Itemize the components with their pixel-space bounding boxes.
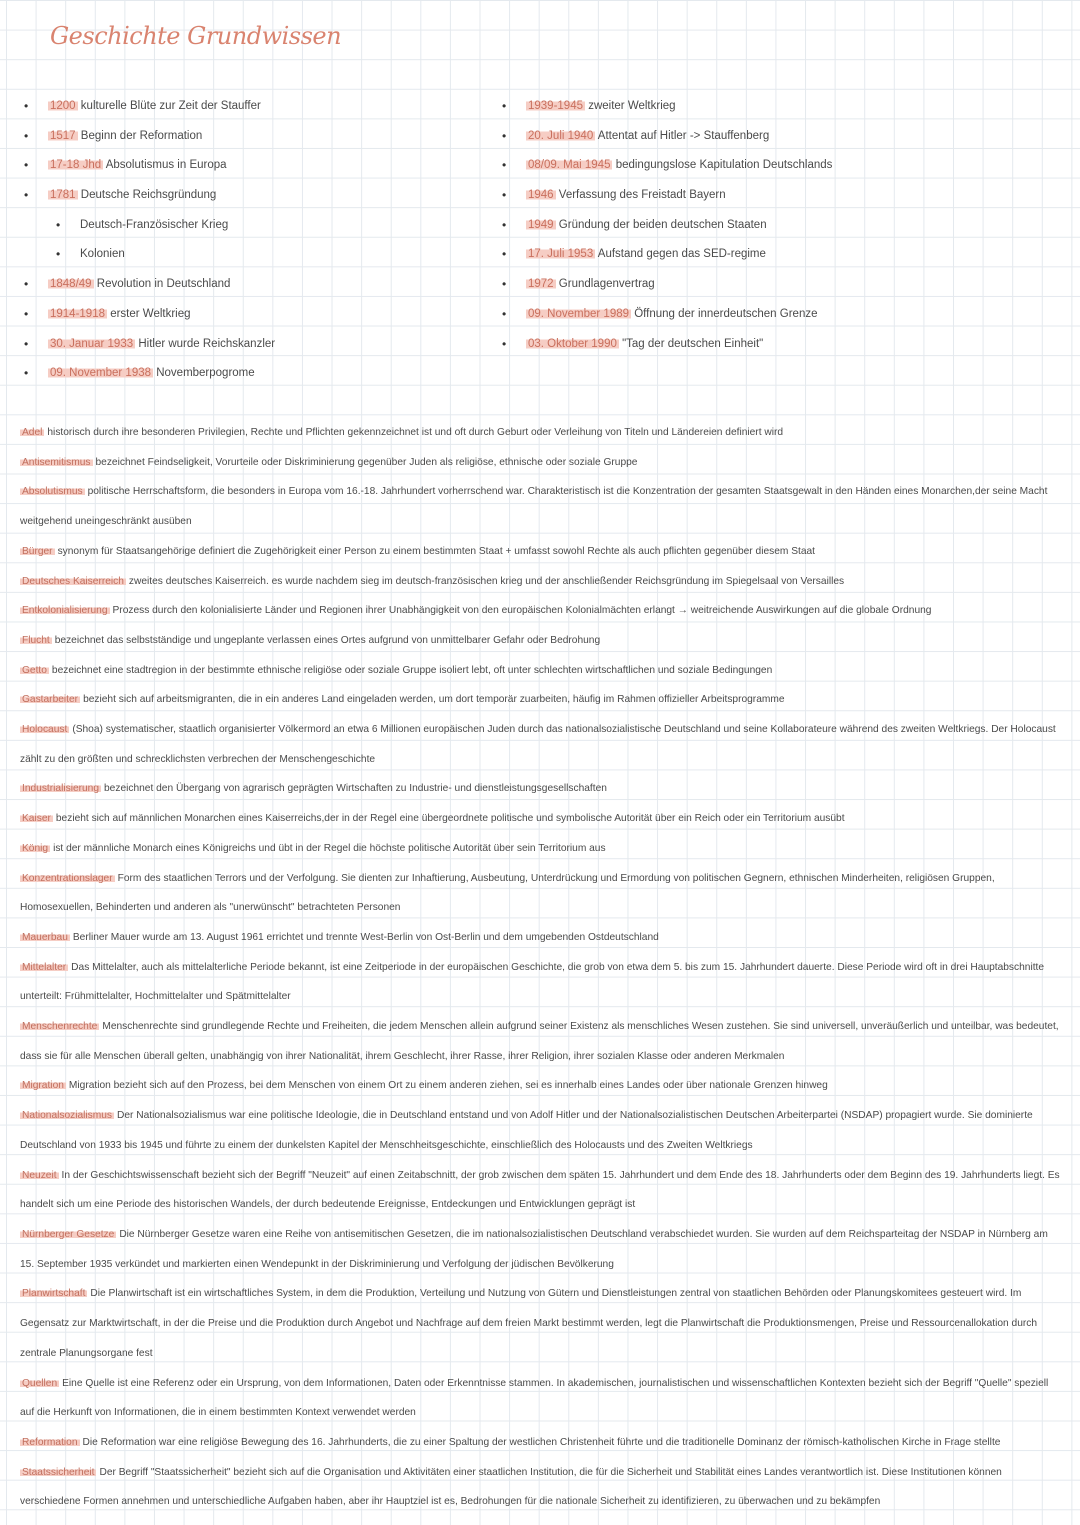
glossary-definition: bezeichnet eine stadtregion in der bestimmte ethnische religiöse oder soziale Gruppe isoliert lebt, oft unter schlechten wirtschaftlichen und soziale Bedingungen: [51, 664, 773, 676]
timeline-date: 1517: [50, 129, 76, 142]
timeline-item: [500, 94, 1060, 124]
glossary-definition: ist der männliche Monarch eines Königreichs und übt in der Regel die höchste politische Autorität über sein Territorium aus: [53, 842, 606, 854]
timeline-item: [22, 124, 462, 154]
timeline-date: 17-18 Jhd: [50, 159, 102, 172]
timeline-text: Gründung der beiden deutschen Staaten: [558, 218, 767, 231]
glossary-entry: [20, 656, 1060, 686]
timeline-text: Verfassung des Freistadt Bayern: [558, 189, 726, 202]
timeline-item: [22, 153, 462, 183]
glossary-definition: Eine Quelle ist eine Referenz oder ein Ursprung, von dem Informationen, Daten oder Erkenntnisse stammen. In akademischen, journalistischen und wissenschaftlichen Kontexten bezieht sich der Begriff "Quelle" speziell auf die Herkunft von Informationen, die in einem bestimmten Kontext verwendet werden: [20, 1377, 1049, 1419]
timeline-right: [500, 94, 1060, 361]
glossary-entry: [20, 685, 1060, 715]
glossary-entry: [20, 834, 1060, 864]
timeline-item: [500, 332, 1060, 362]
glossary-term: Migration: [22, 1080, 64, 1092]
timeline-subitem: [22, 242, 462, 272]
glossary-definition: Die Nürnberger Gesetze waren eine Reihe von antisemitischen Gesetzen, die im nationalsozialistischen Deutschland verabschiedet wurden. Sie wurden auf dem Reichsparteitag der NSDAP in Nürnberg am 15. September 1935 verkündet und markierten einen Wendepunkt in der Diskriminierung und Verfolgung der jüdischen Bevölkerung: [20, 1228, 1048, 1270]
glossary: [20, 418, 1060, 1517]
glossary-definition: bezieht sich auf arbeitsmigranten, die in ein anderes Land eingeladen werden, um dort temporär zuarbeiten, häufig im Rahmen offizieller Arbeitsprogramme: [83, 694, 785, 706]
timeline-item: [500, 242, 1060, 272]
timeline-date: 1939-1945: [528, 100, 583, 112]
timeline-date: 09. November 1989: [528, 307, 630, 320]
glossary-term: Reformation: [22, 1436, 78, 1448]
glossary-definition: bezeichnet den Übergang von agrarisch geprägten Wirtschaften zu Industrie- und dienstleistungsgesellschaften: [104, 783, 607, 795]
glossary-definition: Form des staatlichen Terrors und der Verfolgung. Sie dienten zur Inhaftierung, Ausbeutung, Unterdrückung und Ermordung von politischen Gegnern, ethnischen Minderheiten, religiösen Gruppen, Homosexuellen, Behinderten und anderen als "unerwünscht" betrachteten Personen: [20, 872, 995, 914]
glossary-definition: Der Nationalsozialismus war eine politische Ideologie, die in Deutschland entstand und von Adolf Hitler und der Nationalsozialistischen Deutschen Arbeiterpartei (NSDAP) propagiert wurde. Sie dominierte Deutschland von 1933 bis 1945 und führte zu einem der dunkelsten Kapitel der Menschheitsgeschichte, einschließlich des Holocausts und des Zweiten Weltkriegs: [20, 1110, 1033, 1151]
glossary-entry: [20, 626, 1060, 656]
timeline-text: "Tag der deutschen Einheit": [622, 337, 764, 350]
timeline-text: bedingungslose Kapitulation Deutschlands: [615, 159, 833, 172]
timeline-text: erster Weltkrieg: [110, 307, 191, 320]
glossary-entry: [20, 953, 1060, 1012]
glossary-entry: [20, 1369, 1060, 1428]
timeline-subitem: [22, 213, 462, 243]
timeline-date: 1848/49: [50, 278, 92, 291]
page-title: Geschichte Grundwissen: [50, 22, 342, 50]
timeline-text: Kolonien: [80, 248, 125, 261]
glossary-definition: Das Mittelalter, auch als mittelalterliche Periode bekannt, ist eine Zeitperiode in der europäischen Geschichte, die grob von etwa dem 5. bis zum 15. Jahrhundert dauerte. Diese Periode wird oft in drei Hauptabschnitte unterteilt: Frühmittelalter, Hochmittelalter und Spätmittelalter: [20, 961, 1045, 1003]
glossary-definition: historisch durch ihre besonderen Privilegien, Rechte und Pflichten gekennzeichnet ist und oft durch Geburt oder Verleihung von Titeln und Ländereien definiert wird: [47, 427, 784, 438]
timeline-date: 1914-1918: [50, 307, 105, 320]
glossary-term: Holocaust: [22, 724, 68, 736]
timeline-item: [22, 332, 462, 362]
glossary-entry: [20, 567, 1060, 597]
glossary-definition: zweites deutsches Kaiserreich. es wurde nachdem sieg im deutsch-französischen krieg und der anschließender Reichsgründung im Spiegelsaal von Versailles: [128, 575, 845, 587]
glossary-definition: politische Herrschaftsform, die besonders in Europa vom 16.-18. Jahrhundert vorherrschend war. Charakteristisch ist die Konzentration der gesamten Staatsgewalt in den Händen eines Monarchen,der seine Macht weitgehend uneingeschränkt ausüben: [20, 486, 1048, 528]
timeline-text: Hitler wurde Reichskanzler: [138, 337, 276, 350]
glossary-entry: [20, 1161, 1060, 1220]
glossary-definition: Migration bezieht sich auf den Prozess, bei dem Menschen von einem Ort zu einem anderen ziehen, sei es innerhalb eines Landes oder über nationale Grenzen hinweg: [68, 1080, 828, 1092]
glossary-term: Adel: [22, 427, 43, 438]
glossary-entry: [20, 1279, 1060, 1368]
timeline-text: Beginn der Reformation: [80, 129, 203, 142]
glossary-term: Mittelalter: [22, 961, 67, 973]
glossary-term: Antisemitismus: [22, 456, 91, 468]
glossary-entry: [20, 1458, 1060, 1517]
timeline-item: [22, 94, 462, 124]
glossary-term: Absolutismus: [22, 486, 83, 498]
glossary-term: Industrialisierung: [22, 783, 100, 795]
glossary-definition: Der Begriff "Staatssicherheit" bezieht sich auf die Organisation und Aktivitäten einer staatlichen Institution, die für die Sicherheit und Stabilität eines Landes verantwortlich ist. Diese Institutionen können verschiedene Formen annehmen und unterschiedliche Aufgaben haben, aber ihr Hauptziel ist es, Bedrohungen für die nationale Sicherheit zu identifizieren, zu überwachen und zu bekämpfen: [20, 1466, 1002, 1508]
timeline-text: Öffnung der innerdeutschen Grenze: [634, 307, 818, 320]
glossary-entry: [20, 448, 1060, 478]
glossary-term: Mauerbau: [22, 931, 68, 943]
glossary-term: König: [22, 842, 49, 854]
timeline-date: 08/09. Mai 1945: [528, 159, 611, 172]
glossary-definition: bezeichnet das selbstständige und ungeplante verlassen eines Ortes aufgrund von unmittelbarer Gefahr oder Bedrohung: [54, 634, 601, 646]
glossary-definition: bezeichnet Feindseligkeit, Vorurteile oder Diskriminierung gegenüber Juden als religiöse, ethnische oder soziale Gruppe: [95, 456, 638, 468]
glossary-entry: [20, 596, 1060, 626]
glossary-entry: [20, 715, 1060, 774]
glossary-entry: [20, 1012, 1060, 1071]
glossary-entry: [20, 1071, 1060, 1101]
glossary-definition: bezieht sich auf männlichen Monarchen eines Kaiserreichs,der in der Regel eine übergeordnete politische und symbolische Autorität über ein Reich oder ein Territorium ausübt: [55, 813, 845, 825]
timeline-text: Revolution in Deutschland: [96, 278, 231, 291]
glossary-term: Menschenrechte: [22, 1021, 98, 1033]
timeline-item: [22, 183, 462, 213]
timeline-text: Attentat auf Hitler -> Stauffenberg: [597, 129, 770, 142]
glossary-definition: Die Reformation war eine religiöse Bewegung des 16. Jahrhunderts, die zu einer Spaltung der westlichen Christenheit führte und die traditionelle Dominanz der römisch-katholischen Kirche in Frage stellte: [82, 1436, 1001, 1448]
timeline-item: [500, 124, 1060, 154]
glossary-entry: [20, 1101, 1060, 1160]
timeline-text: Grundlagenvertrag: [558, 278, 655, 291]
glossary-definition: synonym für Staatsangehörige definiert die Zugehörigkeit einer Person zu einem bestimmten Staat + umfasst sowohl Rechte als auch pflichten gegenüber diesem Staat: [57, 545, 815, 557]
timeline-date: 1781: [50, 189, 76, 202]
glossary-definition: (Shoa) systematischer, staatlich organisierter Völkermord an etwa 6 Millionen europäischen Juden durch das nationalsozialistische Deutschland und seine Kollaborateure während des zweiten Weltkriegs. Der Holocaust zählt zu den größten und schrecklichsten verbrechen der Menschengeschichte: [20, 724, 1056, 765]
timeline-item: [22, 361, 462, 391]
glossary-term: Staatssicherheit: [22, 1466, 95, 1478]
glossary-term: Bürger: [22, 545, 53, 557]
glossary-term: Konzentrationslager: [22, 872, 113, 884]
glossary-entry: [20, 864, 1060, 923]
timeline-item: [500, 183, 1060, 213]
timeline-text: kulturelle Blüte zur Zeit der Stauffer: [80, 100, 261, 112]
glossary-term: Neuzeit: [22, 1169, 57, 1181]
glossary-term: Entkolonialisierung: [22, 605, 108, 617]
timeline-text: Absolutismus in Europa: [105, 159, 227, 172]
timeline-item: [500, 272, 1060, 302]
glossary-term: Quellen: [22, 1377, 58, 1389]
glossary-entry: [20, 477, 1060, 536]
timeline-date: 1972: [528, 278, 554, 291]
timeline-date: 30. Januar 1933: [50, 337, 134, 350]
glossary-term: Deutsches Kaiserreich: [22, 575, 124, 587]
glossary-entry: [20, 923, 1060, 953]
glossary-term: Kaiser: [22, 813, 51, 825]
glossary-term: Getto: [22, 664, 47, 676]
timeline-date: 1946: [528, 189, 554, 202]
glossary-definition: Berliner Mauer wurde am 13. August 1961 errichtet und trennte West-Berlin von Ost-Berlin und dem umgebenden Ostdeutschland: [72, 931, 659, 943]
timeline-date: 09. November 1938: [50, 367, 152, 380]
glossary-term: Nürnberger Gesetze: [22, 1228, 115, 1240]
glossary-definition: Prozess durch den kolonialisierte Länder und Regionen ihrer Unabhängigkeit von den europäischen Kolonialmächten erlangt → weitreichende Auswirkungen auf die globale Ordnung: [112, 605, 932, 617]
timeline-item: [22, 272, 462, 302]
glossary-entry: [20, 774, 1060, 804]
glossary-entry: [20, 418, 1060, 448]
timeline-date: 20. Juli 1940: [528, 129, 594, 142]
timeline-item: [22, 302, 462, 332]
glossary-term: Gastarbeiter: [22, 694, 79, 706]
glossary-definition: In der Geschichtswissenschaft bezieht sich der Begriff "Neuzeit" auf einen Zeitabschnitt, der grob zwischen dem späten 15. Jahrhundert und dem Ende des 18. Jahrhunderts oder dem Beginn des 19. Jahrhunderts liegt. Es handelt sich um eine Periode des historischen Wandels, der durch bedeutende Ereignisse, Entdeckungen und Entwicklungen geprägt ist: [20, 1169, 1060, 1211]
timeline-date: 03. Oktober 1990: [528, 337, 617, 350]
glossary-term: Planwirtschaft: [22, 1288, 86, 1300]
timeline-text: zweiter Weltkrieg: [588, 100, 676, 112]
timeline-text: Aufstand gegen das SED-regime: [597, 248, 766, 261]
timeline-date: 1200: [50, 100, 76, 112]
timeline-date: 17. Juli 1953: [528, 248, 594, 261]
glossary-entry: [20, 1220, 1060, 1279]
timeline-item: [500, 302, 1060, 332]
glossary-term: Flucht: [22, 634, 50, 646]
glossary-definition: Menschenrechte sind grundlegende Rechte und Freiheiten, die jedem Menschen allein aufgrund seiner Existenz als menschliches Wesen zustehen. Sie sind universell, unveräußerlich und unteilbar, was bedeutet, dass sie für alle Menschen überall gelten, unabhängig von ihrer Nationalität, ihrem Geschlecht, ihrer Rasse, ihrer Religion, ihrer sozialen Klasse oder anderen Merkmalen: [20, 1021, 1059, 1062]
glossary-term: Nationalsozialismus: [22, 1110, 113, 1122]
timeline-text: Deutsche Reichsgründung: [80, 189, 217, 202]
timeline-text: Novemberpogrome: [156, 367, 255, 380]
timeline-text: Deutsch-Französischer Krieg: [80, 218, 229, 231]
timeline-left: [22, 94, 462, 391]
glossary-definition: Die Planwirtschaft ist ein wirtschaftliches System, in dem die Produktion, Verteilung und Nutzung von Gütern und Dienstleistungen zentral von staatlichen Behörden oder Planungskomitees gesteuert wird. Im Gegensatz zur Marktwirtschaft, in der die Preise und die Produktion durch Angebot und Nachfrage auf dem freien Markt bestimmt werden, legt die Planwirtschaft die Produktionsmengen, Preise und Ressourcenallokation durch zentrale Planungsorgane fest: [20, 1288, 1038, 1359]
glossary-entry: [20, 804, 1060, 834]
glossary-entry: [20, 1428, 1060, 1458]
timeline-item: [500, 153, 1060, 183]
glossary-entry: [20, 537, 1060, 567]
timeline-item: [500, 213, 1060, 243]
timeline-date: 1949: [528, 218, 554, 231]
